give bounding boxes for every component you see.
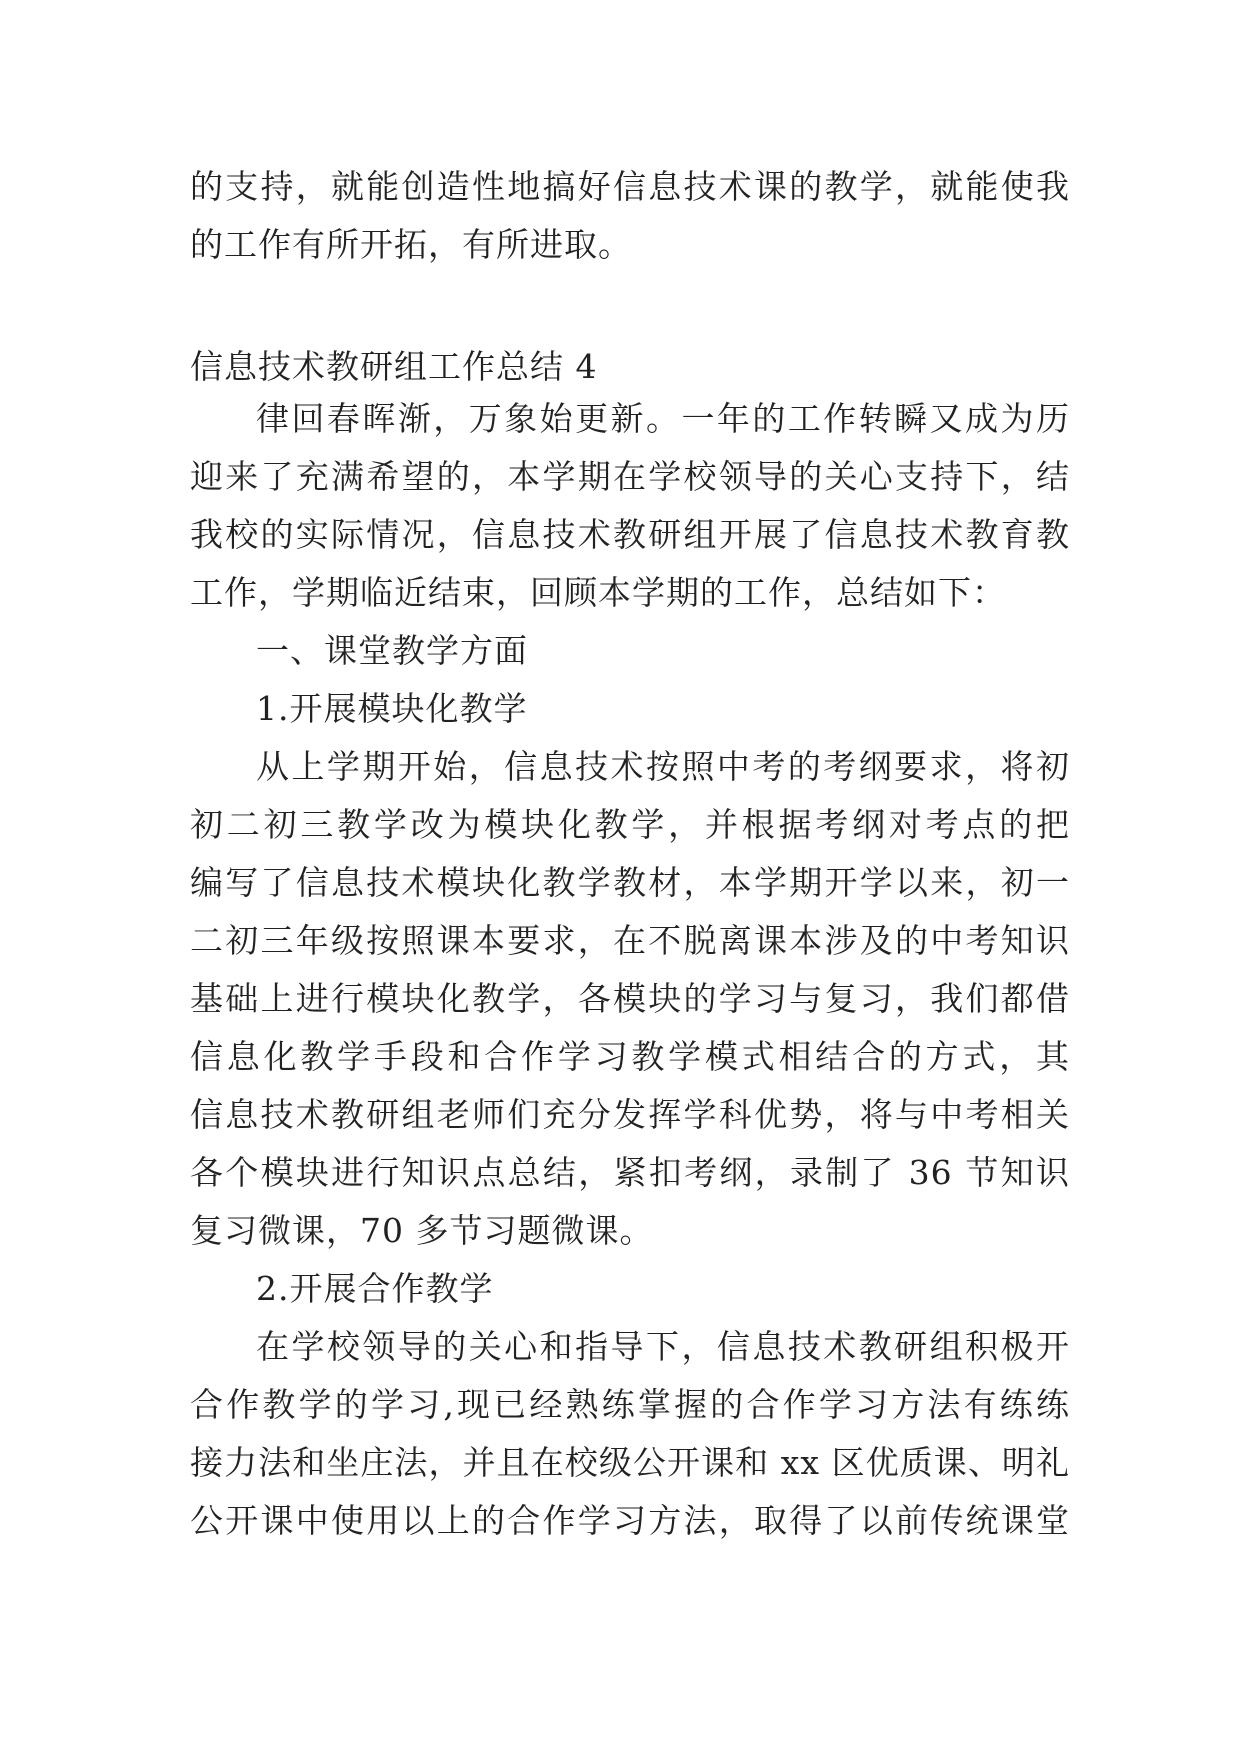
text-line: 公开课中使用以上的合作学习方法，取得了以前传统课堂 [190,1501,1070,1540]
text-line: 信息技术教研组老师们充分发挥学科优势，将与中考相关 [190,1095,1070,1134]
text-line: 从上学期开始，信息技术按照中考的考纲要求，将初 [256,747,1070,786]
text-line: 接力法和坐庄法，并且在校级公开课和 xx 区优质课、明礼 [190,1443,1070,1482]
section-title-block [190,338,1070,396]
subsection-heading: 2.开展合作教学 [256,1269,494,1308]
text-line: 工作，学期临近结束，回顾本学期的工作，总结如下： [190,573,1006,612]
body-content [190,390,1070,1550]
text-line: 合作教学的学习,现已经熟练掌握的合作学习方法有练练 [190,1385,1070,1424]
section-title: 信息技术教研组工作总结 4 [190,347,598,386]
text-line: 各个模块进行知识点总结，紧扣考纲，录制了 36 节知识 [190,1153,1070,1192]
text-line: 二初三年级按照课本要求，在不脱离课本涉及的中考知识 [190,921,1070,960]
text-line: 在学校领导的关心和指导下，信息技术教研组积极开 [256,1327,1070,1366]
text-line: 初二初三教学改为模块化教学，并根据考纲对考点的把 [190,805,1070,844]
text-line: 基础上进行模块化教学，各模块的学习与复习，我们都借 [190,979,1070,1018]
text-line: 律回春晖渐，万象始更新。一年的工作转瞬又成为历 [256,399,1070,438]
text-line: 我校的实际情况，信息技术教研组开展了信息技术教育教 [190,515,1070,554]
section-heading: 一、课堂教学方面 [256,631,528,670]
text-line: 的工作有所开拓，有所进取。 [190,225,632,264]
intro-paragraph [190,158,1070,274]
text-line: 的支持，就能创造性地搞好信息技术课的教学，就能使我 [190,167,1070,206]
subsection-heading: 1.开展模块化教学 [256,689,528,728]
text-line: 信息化教学手段和合作学习教学模式相结合的方式，其 [190,1037,1070,1076]
text-line: 迎来了充满希望的，本学期在学校领导的关心支持下，结 [190,457,1070,496]
text-line: 复习微课，70 多节习题微课。 [190,1211,654,1250]
text-line: 编写了信息技术模块化教学教材，本学期开学以来，初一 [190,863,1070,902]
